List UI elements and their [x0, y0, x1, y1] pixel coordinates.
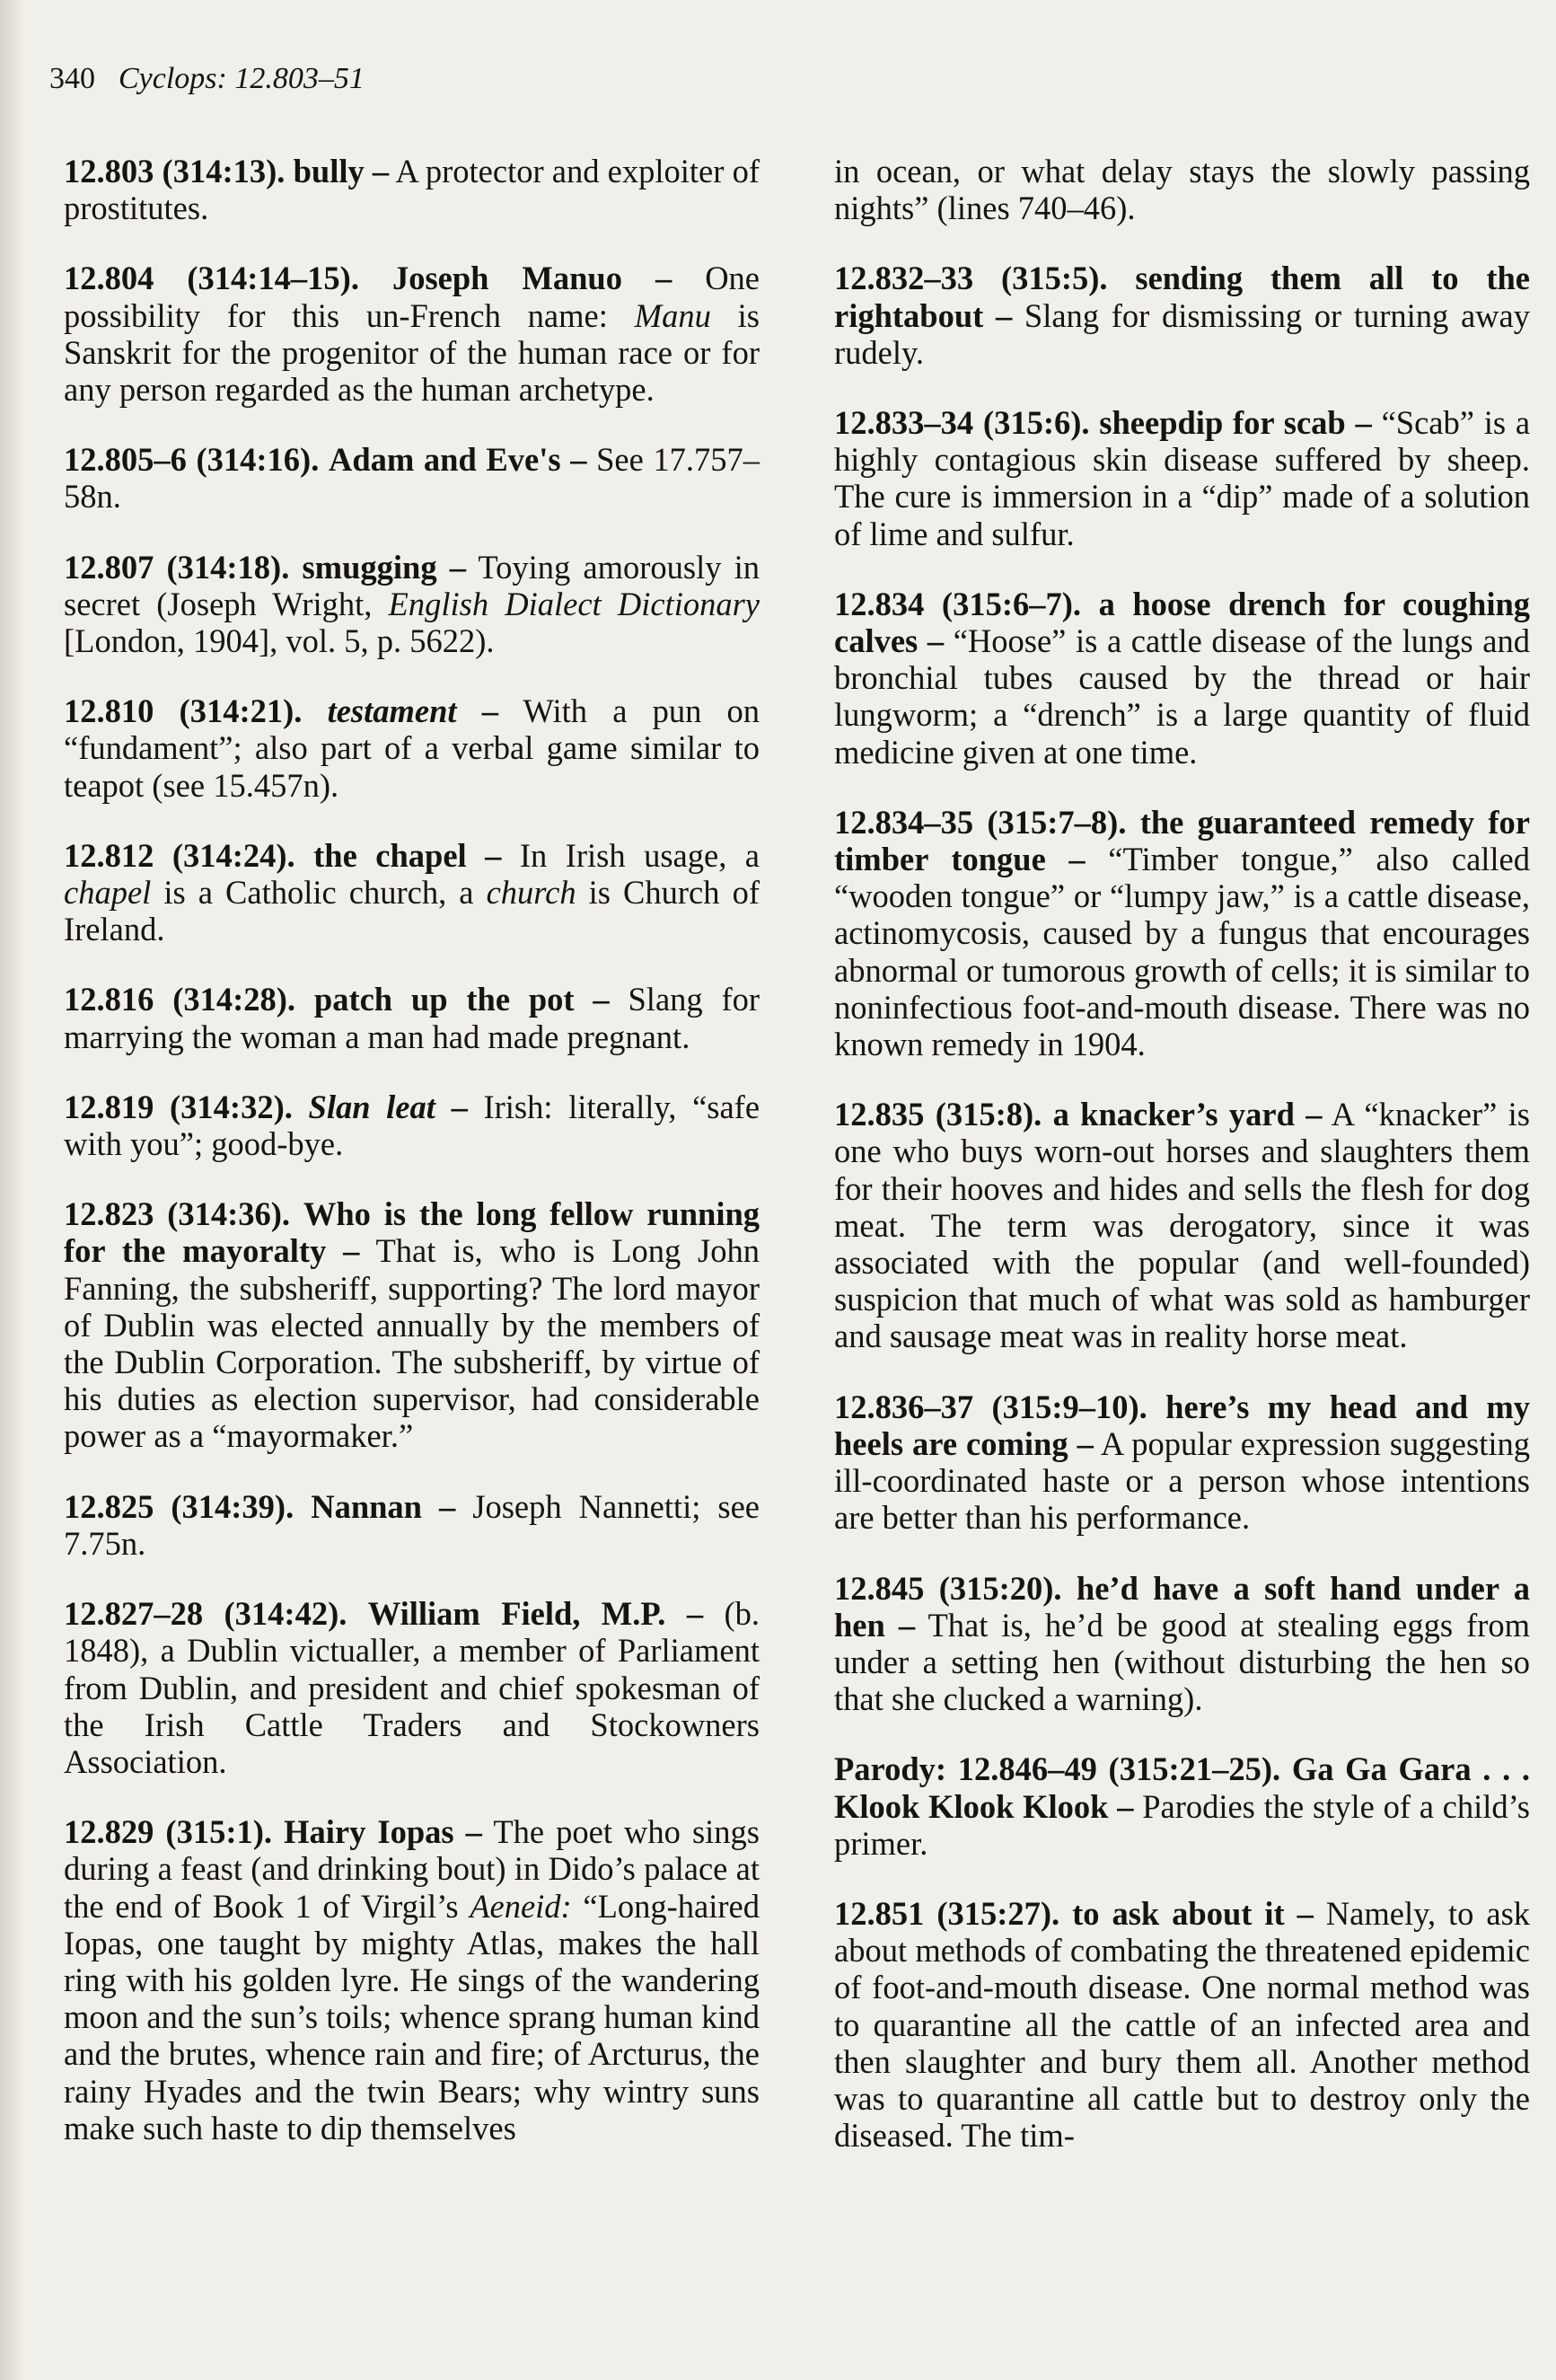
entry-ref: 12.832–33 (315:5). [834, 260, 1108, 297]
entry-gloss: “Scab” is a highly contagious skin disease suffered by sheep. The cure is immersion in a “dip” made of a solution of lime and sulfur. [834, 404, 1531, 552]
entry: 12.832–33 (315:5). sending them all to the rightabout – Slang for dismissing or turning away rudely. [834, 260, 1531, 371]
entry-lemma: the guaranteed remedy for timber tongue [834, 803, 1531, 878]
entry-gloss: Namely, to ask about methods of combating the threatened epidemic of foot-and-mouth disease. One normal method was to quarantine all the cattle of an infected area and then slaughter and bury them all. Another method was to quarantine all cattle but to destroy only the diseased. The tim- [834, 1894, 1531, 2155]
entry-lemma: testament [327, 692, 457, 730]
entry-ref: 12.807 (314:18). [64, 548, 290, 586]
entry-gloss: A popular expression suggesting ill-coordinated haste or a person whose intentions are better than his performance. [834, 1424, 1530, 1537]
entry: 12.807 (314:18). smugging – Toying amorously in secret (Joseph Wright, English Dialect Dictionary [London, 1904], vol. 5, p. 5622). [64, 548, 760, 660]
entry-ref: 12.819 (314:32). [64, 1088, 293, 1125]
entry: 12.833–34 (315:6). sheepdip for scab – “Scab” is a highly contagious skin disease suffered by sheep. The cure is immersion in a “dip” made of a solution of lime and sulfur. [834, 404, 1531, 552]
entry-ref: 12.834–35 (315:7–8). [834, 803, 1127, 841]
entry-ref: 12.834 (315:6–7). [834, 585, 1082, 622]
entry-gloss: in ocean, or what delay stays the slowly passing nights” (lines 740–46). [834, 153, 1530, 227]
entry-gloss: is Sanskrit for the progenitor of the human race or for any person regarded as the human archetype. [64, 296, 760, 409]
entry-gloss-italic: English Dialect Dictionary [388, 585, 760, 622]
entry-ref: 12.816 (314:28). [64, 981, 296, 1018]
entry-gloss: is a Catholic church, a [151, 874, 487, 912]
entry: 12.816 (314:28). patch up the pot – Slang for marrying the woman a man had made pregnant. [64, 981, 760, 1055]
entry-lemma: bully [293, 153, 365, 190]
entry-lemma: Slan leat [308, 1088, 435, 1125]
entry-ref: Parody: 12.846–49 (315:21–25). [834, 1750, 1281, 1788]
right-column [834, 153, 1530, 2187]
entry-lemma: sending them all to the rightabout [834, 260, 1531, 334]
entry-gloss-italic: Manu [634, 296, 711, 334]
entry-lemma: patch up the pot [313, 981, 575, 1018]
entry-lemma: Who is the long fellow running for the mayoralty [64, 1195, 760, 1270]
entry-gloss-italic: chapel [64, 874, 152, 912]
entry: Parody: 12.846–49 (315:21–25). Ga Ga Gara . . . Klook Klook Klook – Parodies the style of a child’s primer. [834, 1750, 1531, 1862]
gutter-shadow [0, 0, 25, 2380]
entry: 12.851 (315:27). to ask about it – Namely, to ask about methods of combating the threatened epidemic of foot-and-mouth disease. One normal method was to quarantine all the cattle of an infected area and then slaughter and bury them all. Another method was to quarantine all cattle but to destroy only the diseased. The tim- [834, 1894, 1531, 2155]
entry: 12.835 (315:8). a knacker’s yard – A “knacker” is one who buys worn-out horses and slaughters them for their hooves and hides and sells the flesh for dog meat. The term was derogatory, since it was associated with the popular (and well-founded) suspicion that much of what was sold as hamburger and sausage meat was in reality horse meat. [834, 1096, 1530, 1355]
entry: 12.829 (315:1). Hairy Iopas – The poet who sings during a feast (and drinking bout) in Dido’s palace at the end of Book 1 of Virgil’s Aeneid: “Long-haired Iopas, one taught by mighty Atlas, makes the hall ring with his golden lyre. He sings of the wandering moon and the sun’s toils; whence sprang human kind and the brutes, whence rain and fire; of Arcturus, the rainy Hyades and the twin Bears; why wintry suns make such haste to dip themselves [64, 1813, 760, 2146]
entry-gloss: Toying amorously in secret (Joseph Wright, [64, 548, 760, 622]
entry: 12.812 (314:24). the chapel – In Irish usage, a chapel is a Catholic church, a church is Church of Ireland. [64, 836, 760, 948]
entry-lemma: Adam and Eve's [328, 441, 561, 479]
entry-gloss: “Timber tongue,” also called “wooden tongue” or “lumpy jaw,” is a cattle disease, actinomycosis, caused by a fungus that encourages abnormal or tumorous growth of cells; it is similar to noninfectious foot-and-mouth disease. There was no known remedy in 1904. [834, 841, 1531, 1063]
entry-gloss-italic: church [486, 874, 576, 912]
entry-ref: 12.810 (314:21). [64, 692, 303, 730]
entry: 12.827–28 (314:42). William Field, M.P. – (b. 1848), a Dublin victualler, a member of Parliament from Dublin, and president and chief spokesman of the Irish Cattle Traders and Stockowners Association. [64, 1595, 760, 1780]
entry-ref: 12.803 (314:13). [64, 153, 286, 190]
entry-lemma: sheepdip for scab [1099, 404, 1346, 442]
entry: 12.836–37 (315:9–10). here’s my head and my heels are coming – A popular expression suggesting ill-coordinated haste or a person whose intentions are better than his performance. [834, 1388, 1530, 1537]
entry: 12.823 (314:36). Who is the long fellow running for the mayoralty – That is, who is Long John Fanning, the subsheriff, supporting? The lord mayor of Dublin was elected annually by the members of the Dublin Corporation. The subsheriff, by virtue of his duties as election supervisor, had considerable power as a “mayormaker.” [64, 1195, 760, 1455]
entry-gloss: In Irish usage, a [519, 836, 760, 874]
entry-ref: 12.805–6 (314:16). [64, 441, 320, 479]
entry-gloss: A protector and exploiter of prostitutes. [64, 153, 760, 227]
entry-gloss: Joseph Nannetti; see 7.75n. [64, 1487, 760, 1562]
entry-gloss: [London, 1904], vol. 5, p. 5622). [64, 622, 495, 660]
entry-gloss: One possibility for this un-French name: [64, 260, 760, 334]
entry-gloss: “Long-haired Iopas, one taught by mighty Atlas, makes the hall ring with his golden lyre. He sings of the wandering moon and the sun’s toils; whence sprang human kind and the brutes, whence rain and fire; of Arcturus, the rainy Hyades and the twin Bears; why wintry suns make such haste to dip themselves [64, 1887, 760, 2146]
entry: 12.845 (315:20). he’d have a soft hand under a hen – That is, he’d be good at stealing eggs from under a setting hen (without disturbing the hen so that she clucked a warning). [834, 1569, 1531, 1718]
entry-gloss: Irish: literally, “safe with you”; good-bye. [64, 1088, 760, 1163]
entry: 12.819 (314:32). Slan leat – Irish: literally, “safe with you”; good-bye. [64, 1088, 760, 1163]
entry-lemma: here’s my head and my heels are coming [834, 1388, 1530, 1462]
entry-gloss: Slang for dismissing or turning away rudely. [834, 296, 1530, 371]
entry-gloss: Slang for marrying the woman a man had made pregnant. [64, 981, 760, 1055]
entry-gloss-italic: Aeneid: [470, 1887, 572, 1925]
entry-ref: 12.827–28 (314:42). [64, 1595, 347, 1633]
entry-gloss: That is, who is Long John Fanning, the subsheriff, supporting? The lord mayor of Dublin was elected annually by the members of the Dublin Corporation. The subsheriff, by virtue of his duties as election supervisor, had considerable power as a “mayormaker.” [64, 1232, 760, 1455]
entry-ref: 12.812 (314:24). [64, 836, 295, 874]
entry: 12.804 (314:14–15). Joseph Manuo – One possibility for this un-French name: Manu is Sanskrit for the progenitor of the human race or for any person regarded as the human archetype. [64, 260, 760, 409]
entry-ref: 12.845 (315:20). [834, 1569, 1062, 1607]
entry-ref: 12.835 (315:8). [834, 1096, 1042, 1133]
entry-lemma: Hairy Iopas [284, 1813, 454, 1851]
entry-lemma: the chapel [313, 836, 467, 874]
entry-gloss: With a pun on “fundament”; also part of a verbal game similar to teapot (see 15.457n). [64, 692, 760, 804]
page-number: 340 [49, 62, 95, 95]
entry-lemma: Nannan [311, 1487, 422, 1525]
entry-lemma: smugging [302, 548, 437, 586]
entry-gloss: The poet who sings during a feast (and drinking bout) in Dido’s palace at the end of Book 1 of Virgil’s [64, 1813, 760, 1925]
entry-ref: 12.825 (314:39). [64, 1487, 294, 1525]
left-column [64, 153, 760, 2180]
entry-lemma: a hoose drench for coughing calves [834, 585, 1531, 660]
entry-gloss: A “knacker” is one who buys worn-out horses and slaughters them for their hooves and hides and sells the flesh for dog meat. The term was derogatory, since it was associated with the popular (and well-founded) suspicion that much of what was sold as hamburger and sausage meat was in reality horse meat. [834, 1096, 1530, 1355]
entry-lemma: Ga Ga Gara . . . Klook Klook Klook [834, 1750, 1531, 1825]
entry: 12.803 (314:13). bully – A protector and exploiter of prostitutes. [64, 153, 760, 227]
running-title: Cyclops: 12.803–51 [119, 62, 365, 95]
entry-gloss: Parodies the style of a child’s primer. [834, 1787, 1531, 1862]
entry: 12.825 (314:39). Nannan – Joseph Nannetti; see 7.75n. [64, 1487, 760, 1562]
entry-ref: 12.833–34 (315:6). [834, 404, 1090, 442]
running-head [49, 61, 365, 97]
entry-lemma: he’d have a soft hand under a hen [834, 1569, 1531, 1644]
entry-ref: 12.804 (314:14–15). [64, 260, 359, 297]
entry-gloss: “Hoose” is a cattle disease of the lungs and bronchial tubes caused by the thread or hair lungworm; a “drench” is a large quantity of fluid medicine given at one time. [834, 622, 1530, 771]
entry-gloss: See 17.757–58n. [64, 441, 760, 516]
entry: 12.834–35 (315:7–8). the guaranteed remedy for timber tongue – “Timber tongue,” also called “wooden tongue” or “lumpy jaw,” is a cattle disease, actinomycosis, caused by a fungus that encourages abnormal or tumorous growth of cells; it is similar to noninfectious foot-and-mouth disease. There was no known remedy in 1904. [834, 803, 1531, 1063]
entry-gloss: That is, he’d be good at stealing eggs from under a setting hen (without disturbing the hen so that she clucked a warning). [834, 1606, 1531, 1718]
entry-ref: 12.836–37 (315:9–10). [834, 1388, 1147, 1425]
entry-lemma: a knacker’s yard [1052, 1096, 1295, 1133]
entry-lemma: William Field, M.P. [367, 1595, 666, 1633]
entry: 12.810 (314:21). testament – With a pun on “fundament”; also part of a verbal game similar to teapot (see 15.457n). [64, 692, 760, 804]
entry-lemma: Joseph Manuo [391, 260, 622, 297]
entry-gloss: (b. 1848), a Dublin victualler, a member of Parliament from Dublin, and president and chief spokesman of the Irish Cattle Traders and Stockowners Association. [64, 1595, 760, 1780]
entry: 12.805–6 (314:16). Adam and Eve's – See 17.757–58n. [64, 441, 760, 516]
entry: 12.834 (315:6–7). a hoose drench for coughing calves – “Hoose” is a cattle disease of the lungs and bronchial tubes caused by the thread or hair lungworm; a “drench” is a large quantity of fluid medicine given at one time. [834, 585, 1531, 771]
entry-ref: 12.829 (315:1). [64, 1813, 273, 1851]
entry-lemma: to ask about it [1072, 1894, 1285, 1932]
entry-ref: 12.823 (314:36). [64, 1195, 291, 1233]
entry-gloss: is Church of Ireland. [64, 874, 760, 948]
entry-continuation [834, 153, 1530, 226]
entry-ref: 12.851 (315:27). [834, 1894, 1060, 1932]
